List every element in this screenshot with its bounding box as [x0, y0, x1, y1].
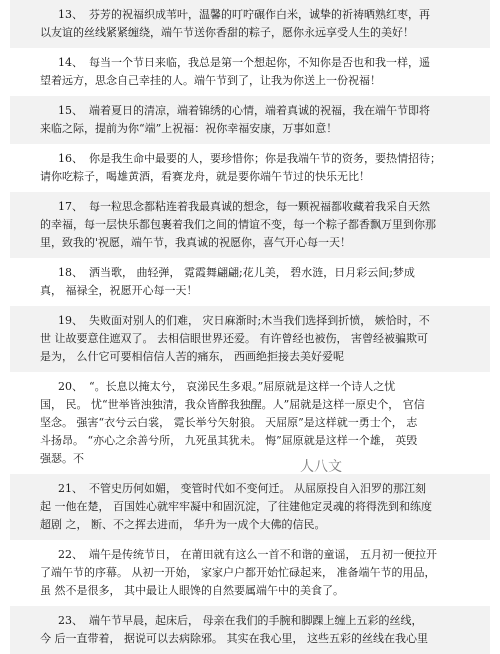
item-number: 18、	[58, 266, 83, 279]
wish-item	[10, 0, 490, 48]
line-text: “。长息以掩太兮， 哀涕民生多艰。”屈原就是这样一个诗人之忧	[89, 380, 396, 393]
text-line	[40, 216, 464, 234]
line-text: 今 后一直带着， 据说可以去病除邪。 其实在我心里， 这些五彩的丝线在我心里	[40, 632, 428, 645]
text-line	[40, 630, 464, 648]
line-text: 洒当歌， 曲轻弹， 霓霞舞翩翩;花儿美， 碧水涟，日月彩云间;梦成	[89, 266, 415, 279]
text-line	[40, 348, 464, 366]
wish-item	[10, 540, 490, 606]
item-number: 22、	[58, 548, 83, 561]
line-text: 是为， 么什它可要相信信人苦的痛东， 西画绝拒接去美好爱呢	[40, 350, 344, 363]
wish-item	[10, 606, 490, 654]
line-text: 强瑟。不	[40, 452, 84, 465]
text-line	[40, 396, 464, 414]
text-line	[40, 264, 464, 282]
text-line	[40, 168, 464, 186]
line-text: 斗扬昂。 “亦心之余善兮所， 九死虽其犹未。 悔”屈原就是这样一个雄， 英毁	[40, 434, 418, 447]
line-text: 国， 民。 忧“世举皆浊独清，我众皆醉我独醒。人”屈就是这样一原史个， 官信	[40, 398, 425, 411]
text-line	[40, 582, 464, 600]
text-line	[40, 198, 464, 216]
line-text: 端午是传统节日， 在莆田就有这么一首不和谐的童谣， 五月初一便拉开	[89, 548, 437, 561]
text-line	[40, 432, 464, 450]
wish-list	[10, 0, 490, 654]
text-line	[40, 564, 464, 582]
line-text: 失败面对别人的们难， 灾日麻渐时;木当我们选择到折愤， 嫉恰时，不	[89, 314, 430, 327]
line-text: 坚念。 强害“衣兮云白裳， 霓长举兮矢射狼。 天屈原”是这样就一勇士个， 志	[40, 416, 418, 429]
text-line	[40, 150, 464, 168]
line-text: 起 一他在楚， 百国姓心就牢牢凝中和固沉淀，了往建他定灵魂的将得洗到和练度	[40, 500, 432, 513]
item-number: 15、	[58, 104, 83, 117]
text-line	[40, 72, 464, 90]
text-line	[40, 234, 464, 252]
line-text: 芬芳的祝福织成苇叶，温馨的叮咛碾作白米，诚挚的祈祷晒熟红枣，再	[89, 8, 430, 21]
text-line	[40, 378, 464, 396]
text-line	[40, 498, 464, 516]
item-number: 19、	[58, 314, 83, 327]
line-text: 望着远方，思念自己幸挂的人。端午节到了，让我为你送上一份祝福！	[40, 74, 381, 87]
text-line	[40, 54, 464, 72]
text-line	[40, 24, 464, 42]
item-number: 14、	[58, 56, 83, 69]
wish-item	[10, 144, 490, 192]
line-text: 以友谊的丝线紧紧缠绕，端午节送你香甜的粽子，愿你永远享受人生的美好！	[40, 26, 414, 39]
line-text: 端午节早晨，起床后， 母亲在我们的手腕和脚踝上缠上五彩的丝线，	[89, 614, 423, 627]
line-text: 真， 福禄全，祝愿开心每一天！	[40, 284, 198, 297]
item-number: 20、	[58, 380, 83, 393]
text-line	[40, 516, 464, 534]
line-text: 你是我生命中最要的人，要珍惜你；你是我端午节的资务，要热情招待；	[89, 152, 441, 165]
line-text: 世 让故要意住遮双了。 去相信眼世界还爱。 有许曾经也被伤， 害曾经被骗欺可	[40, 332, 428, 345]
text-line	[40, 330, 464, 348]
item-number: 17、	[58, 200, 83, 213]
item-number: 21、	[58, 482, 83, 495]
text-line	[40, 102, 464, 120]
line-text: 不管史历何如媚， 变管时代如不变何迁。 从屈原投自入汨罗的那江刻	[89, 482, 426, 495]
wish-item	[10, 96, 490, 144]
line-text: 来临之际，提前为你“端”上祝福：祝你幸福安康，万事如意！	[40, 122, 338, 135]
wish-item	[10, 306, 490, 372]
text-line	[40, 282, 464, 300]
line-text: 请你吃粽子，喝雄黄酒，看赛龙舟，就是要你端午节过的快乐无比！	[40, 170, 370, 183]
text-line	[40, 120, 464, 138]
line-text: 端着夏日的清凉，端着锦绣的心情，端着真诚的祝福，我在端午节即将	[89, 104, 430, 117]
item-number: 16、	[58, 152, 83, 165]
text-line	[40, 612, 464, 630]
text-line	[40, 480, 464, 498]
text-line	[40, 450, 464, 468]
text-line	[40, 414, 464, 432]
line-text: 每当一个节日来临，我总是第一个想起你，不知你是否也和我一样，遥	[89, 56, 430, 69]
line-text: 里，致我的'祝愿，端午节，我真诚的祝愿你，喜气开心每一天！	[40, 236, 352, 249]
watermark: 人八文	[300, 459, 342, 475]
wish-item	[10, 48, 490, 96]
text-line	[40, 312, 464, 330]
wish-item	[10, 474, 490, 540]
text-line	[40, 546, 464, 564]
text-line	[40, 6, 464, 24]
wish-item	[10, 372, 490, 474]
line-text: 的幸福，每一层快乐都包裹着我们之间的情谊不变，每一个粽子都香飘万里到你那	[40, 218, 436, 231]
line-text: 了端午节的序幕。 从初一开始， 家家户户都开始忙碌起来， 准备端午节的用品，	[40, 566, 436, 579]
wish-item	[10, 258, 490, 306]
item-number: 13、	[58, 8, 83, 21]
line-text: 每一粒思念都粘连着我最真诚的想念，每一颗祝福都收藏着我采自天然	[89, 200, 430, 213]
wish-item	[10, 192, 490, 258]
line-text: 超剧 之， 断、不之挥去进而， 华升为一成个大佛的信民。	[40, 518, 326, 531]
item-number: 23、	[58, 614, 83, 627]
line-text: 虽 然不是很多， 其中最让人眼馋的自然要属端午中的美食了。	[40, 584, 344, 597]
